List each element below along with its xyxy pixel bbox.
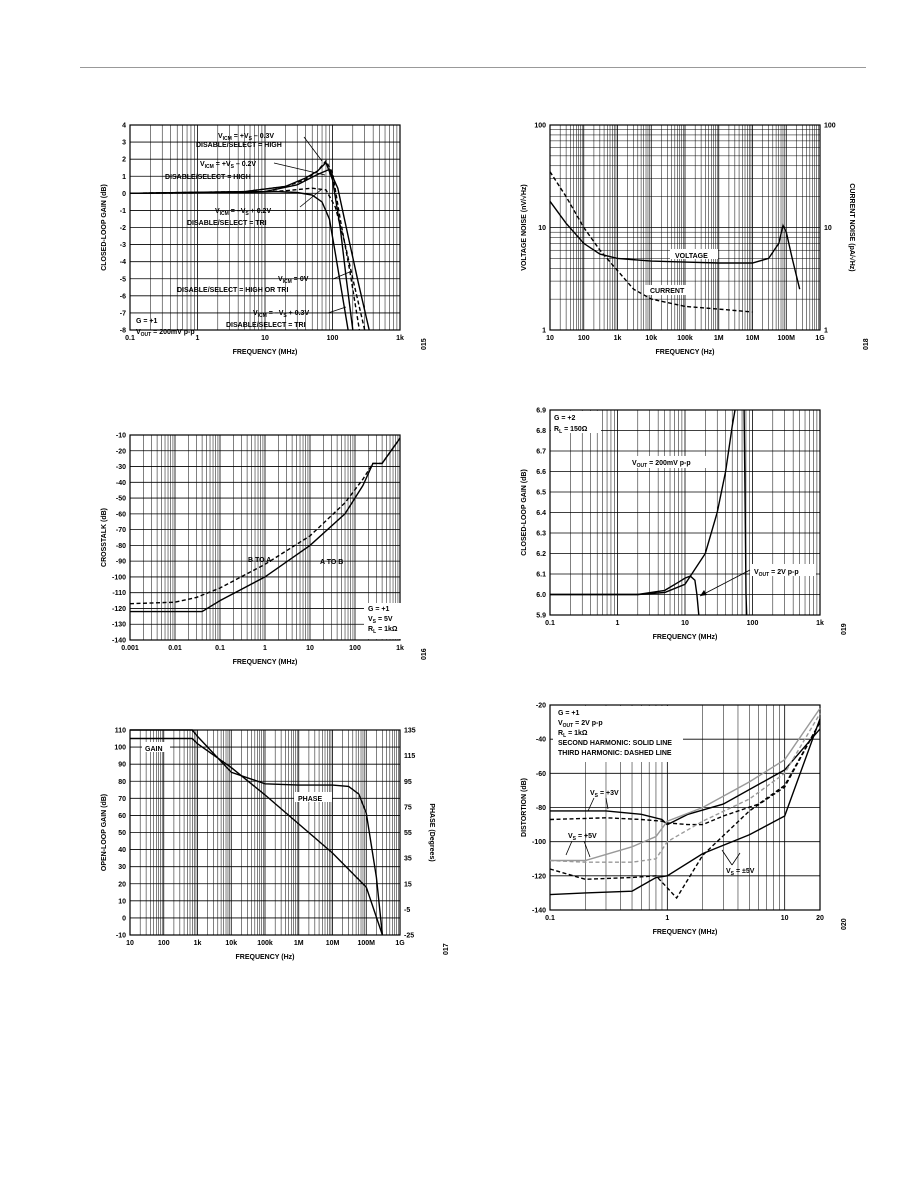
annotation-vicm-minus-0-2v: $V_{ICM} = -V_S + 0.2V$ [215,208,272,217]
chart-noise-vs-frequency [510,115,910,385]
x-tick-label: 1G [815,335,825,342]
y-tick-label: 30 [118,864,126,872]
y-tick-label: -10 [115,432,126,440]
y-right-tick-label: 115 [404,753,416,761]
y-tick-label: 10 [538,225,546,232]
y-tick-label: -20 [535,702,546,710]
x-axis-label: FREQUENCY (Hz) [655,349,715,356]
y-axis-label-right: PHASE (Degrees) [428,803,435,862]
y-tick-label: 80 [118,778,126,786]
annotation-vout-2v: $V_{OUT} = 2V$ p-p [754,569,799,578]
annotation-disable-high-or-tri: DISABLE/SELECT = HIGH OR TRI [177,287,289,294]
y-tick-label: -30 [115,464,126,472]
x-tick-label: 100k [257,940,273,947]
figure-code: 020 [841,918,848,930]
annotation-vs-plus-5v: $V_S = +5V$ [568,833,597,842]
annotation-vicm-0v: $V_{ICM} = 0V$ [278,276,309,285]
x-tick-label: 1k [816,620,824,627]
x-tick-label: 1M [293,940,304,947]
y-tick-label: 70 [118,795,126,803]
y-tick-label: -90 [115,558,126,566]
y-right-tick-label: 10 [824,225,832,232]
y-axis-label: CLOSED-LOOP GAIN (dB) [521,469,528,556]
x-axis-label: FREQUENCY (MHz) [232,659,298,666]
y-tick-label: 10 [118,898,126,906]
y-right-tick-label: 15 [404,881,412,889]
y-tick-label: 6.8 [536,428,546,435]
x-tick-label: 1 [263,645,267,652]
annotation-vs-plus-3v: $V_S = +3V$ [590,790,619,799]
annotation-vs-pm-5v: $V_S = \pm 5V$ [726,868,755,877]
y-tick-label: 50 [118,830,126,837]
y-right-tick-label: 55 [404,830,412,837]
y-tick-label: -50 [115,495,126,503]
y-tick-label: -40 [535,736,546,744]
series-line-0 [130,163,353,330]
x-axis-label: FREQUENCY (Hz) [235,954,295,961]
x-tick-label: 10 [306,645,314,652]
chart-distortion [510,695,910,965]
x-tick-label: 1k [396,645,404,652]
y-tick-label: 2 [122,156,126,164]
series-line-0 [550,410,735,595]
y-tick-label: -140 [531,907,546,915]
annotation-vout: $V_{OUT} = 200mV$ p-p [136,329,195,338]
y-tick-label: -80 [115,542,126,550]
y-axis-label-right: CURRENT NOISE (pA/√Hz) [848,183,855,272]
y-tick-label: 6.7 [536,448,546,456]
y-tick-label: 6.1 [536,571,546,579]
y-axis-label: DISTORTION (dB) [521,778,528,837]
y-tick-label: -120 [111,605,126,613]
y-tick-label: 3 [122,139,126,147]
x-tick-label: 10k [645,335,658,342]
x-tick-label: 100 [157,940,170,947]
y-tick-label: 6.0 [536,592,546,599]
y-tick-label: -10 [115,932,126,940]
x-tick-label: 1 [665,915,670,922]
x-axis-label: FREQUENCY (MHz) [232,349,298,356]
x-tick-label: 0.001 [121,645,139,652]
x-tick-label: 10k [225,940,238,947]
annotation-disable-tri-2: DISABLE/SELECT = TRI [226,322,306,329]
chart-open-loop-gain-phase [90,720,490,990]
annotation-vicm-minus-0-3v: $V_{ICM} = -V_S + 0.3V$ [253,310,310,319]
y-tick-label: -8 [119,327,126,335]
x-tick-label: 100 [349,645,361,652]
y-tick-label: -80 [535,805,546,812]
x-axis-label: FREQUENCY (MHz) [652,634,718,641]
y-tick-label: 0 [122,915,126,923]
y-tick-label: 5.9 [536,612,546,620]
x-tick-label: 100 [577,335,590,342]
x-tick-label: 0.01 [168,645,182,652]
figure-code: 018 [863,338,870,350]
x-tick-label: 1k [193,940,202,947]
annotation-a-to-b: A TO B [320,559,344,566]
annotation-gain: G = +2 [554,415,576,422]
y-right-tick-label: 95 [404,778,412,786]
y-tick-label: 100 [114,744,126,752]
x-tick-label: 10M [325,940,340,947]
y-tick-label: -60 [115,511,126,519]
plot-area [101,728,450,962]
y-tick-label: 100 [534,122,546,130]
y-tick-label: -1 [119,207,126,215]
y-tick-label: 1 [122,173,126,181]
annotation-current: CURRENT [650,288,685,295]
y-right-tick-label: -5 [404,906,411,914]
annotation-second-harmonic: SECOND HARMONIC: SOLID LINE [558,740,672,747]
annotation-rl: $R_L = 1k\Omega$ [368,626,398,635]
y-tick-label: 4 [122,122,126,130]
x-tick-label: 10 [681,620,689,627]
figure-code: 016 [421,648,428,660]
y-axis-label: VOLTAGE NOISE (nV/√Hz) [521,184,528,271]
plot-area [521,408,848,642]
y-tick-label: -110 [112,590,126,598]
x-tick-label: 0.1 [545,620,555,627]
y-tick-label: 90 [118,761,126,769]
x-tick-label: 100k [677,335,693,342]
annotation-b-to-a: B TO A [248,557,272,564]
series-line-2 [550,576,699,615]
annotation-disable-high-2: DISABLE/SELECT = HIGH [165,174,251,181]
y-tick-label: -20 [115,448,126,456]
y-tick-label: 6.4 [536,510,546,517]
chart-gain-vs-vicm [90,115,490,385]
x-tick-label: 100 [746,620,759,627]
x-tick-label: 10 [780,915,789,922]
annotation-gain: G = +1 [558,710,580,717]
x-tick-label: 0.1 [545,915,555,922]
y-right-tick-label: -25 [404,932,415,940]
annotation-gain: G = +1 [136,318,158,325]
y-tick-label: -120 [531,873,546,881]
y-tick-label: -100 [531,839,546,847]
y-tick-label: 40 [118,847,126,855]
x-tick-label: 100M [357,940,376,947]
annotation-vs: $V_S = 5V$ [368,616,393,625]
x-tick-label: 100 [326,335,339,342]
y-tick-label: -40 [115,479,126,487]
x-tick-label: 0.1 [215,645,225,652]
y-tick-label: 6.9 [536,407,546,415]
y-tick-label: -5 [119,276,126,284]
figure-code: 019 [841,623,848,635]
annotation-phase: PHASE [298,796,323,803]
plot-area [520,123,870,357]
x-tick-label: 0.1 [125,335,135,342]
x-tick-label: 20 [816,915,824,922]
figure-code: 017 [443,943,450,955]
x-tick-label: 10 [126,940,134,947]
annotation-third-harmonic: THIRD HARMONIC: DASHED LINE [558,750,672,757]
y-right-tick-label: 100 [824,122,836,130]
x-axis-label: FREQUENCY (MHz) [652,929,718,936]
y-axis-label: CROSSTALK (dB) [101,508,108,567]
x-tick-label: 1G [395,940,405,947]
y-tick-label: 6.6 [536,469,546,476]
y-tick-label: 20 [118,881,126,889]
x-tick-label: 1 [615,620,620,627]
annotation-vout: $V_{OUT} = 2V$ p-p [558,720,603,729]
y-tick-label: -2 [119,225,126,232]
series-line-0 [130,739,382,936]
annotation-vout-200mv: $V_{OUT} = 200mV$ p-p [632,460,691,469]
x-tick-label: 1k [396,335,404,342]
y-tick-label: -100 [111,574,126,582]
y-tick-label: 0 [122,190,126,198]
y-tick-label: -7 [119,310,126,318]
annotation-rl: $R_L = 1k\Omega$ [558,730,588,739]
y-tick-label: 60 [118,812,126,820]
x-tick-label: 1M [713,335,724,342]
annotation-disable-high-1: DISABLE/SELECT = HIGH [196,142,282,149]
y-tick-label: 110 [114,727,126,735]
y-tick-label: -4 [119,259,126,267]
y-axis-label: OPEN-LOOP GAIN (dB) [101,793,108,872]
chart-gain-flatness [510,400,910,670]
figure-code: 015 [421,338,428,350]
header-rule [80,67,866,68]
x-tick-label: 1 [195,335,200,342]
y-tick-label: 6.3 [536,530,546,538]
y-tick-label: 6.5 [536,489,546,497]
annotation-disable-tri-1: DISABLE/SELECT = TRI [187,220,267,227]
x-tick-label: 1k [613,335,622,342]
annotation-vicm-plus-0-2v: $V_{ICM} = +V_S - 0.2V$ [200,161,257,170]
y-right-tick-label: 35 [404,855,412,863]
y-tick-label: -140 [111,637,126,645]
chart-crosstalk [90,420,490,690]
x-tick-label: 100M [777,335,796,342]
y-tick-label: -60 [535,770,546,778]
y-tick-label: -3 [119,242,126,250]
y-tick-label: -130 [111,621,126,629]
x-tick-label: 10 [546,335,554,342]
y-tick-label: -6 [119,293,126,301]
x-tick-label: 10M [745,335,760,342]
annotation-voltage: VOLTAGE [675,253,708,260]
y-tick-label: 6.2 [536,551,546,558]
y-tick-label: 1 [542,327,546,335]
annotation-gain: GAIN [145,746,163,753]
x-tick-label: 10 [261,335,269,342]
y-axis-label: CLOSED-LOOP GAIN (dB) [101,184,108,271]
annotation-vicm-plus-0-3v: $V_{ICM} = +V_S - 0.3V$ [218,133,275,142]
y-right-tick-label: 135 [404,727,416,735]
annotation-gain: G = +1 [368,606,390,613]
annotation-rl: $R_L = 150\Omega$ [554,426,588,435]
y-right-tick-label: 1 [824,327,828,335]
y-right-tick-label: 75 [404,804,412,812]
y-tick-label: -70 [115,527,126,535]
